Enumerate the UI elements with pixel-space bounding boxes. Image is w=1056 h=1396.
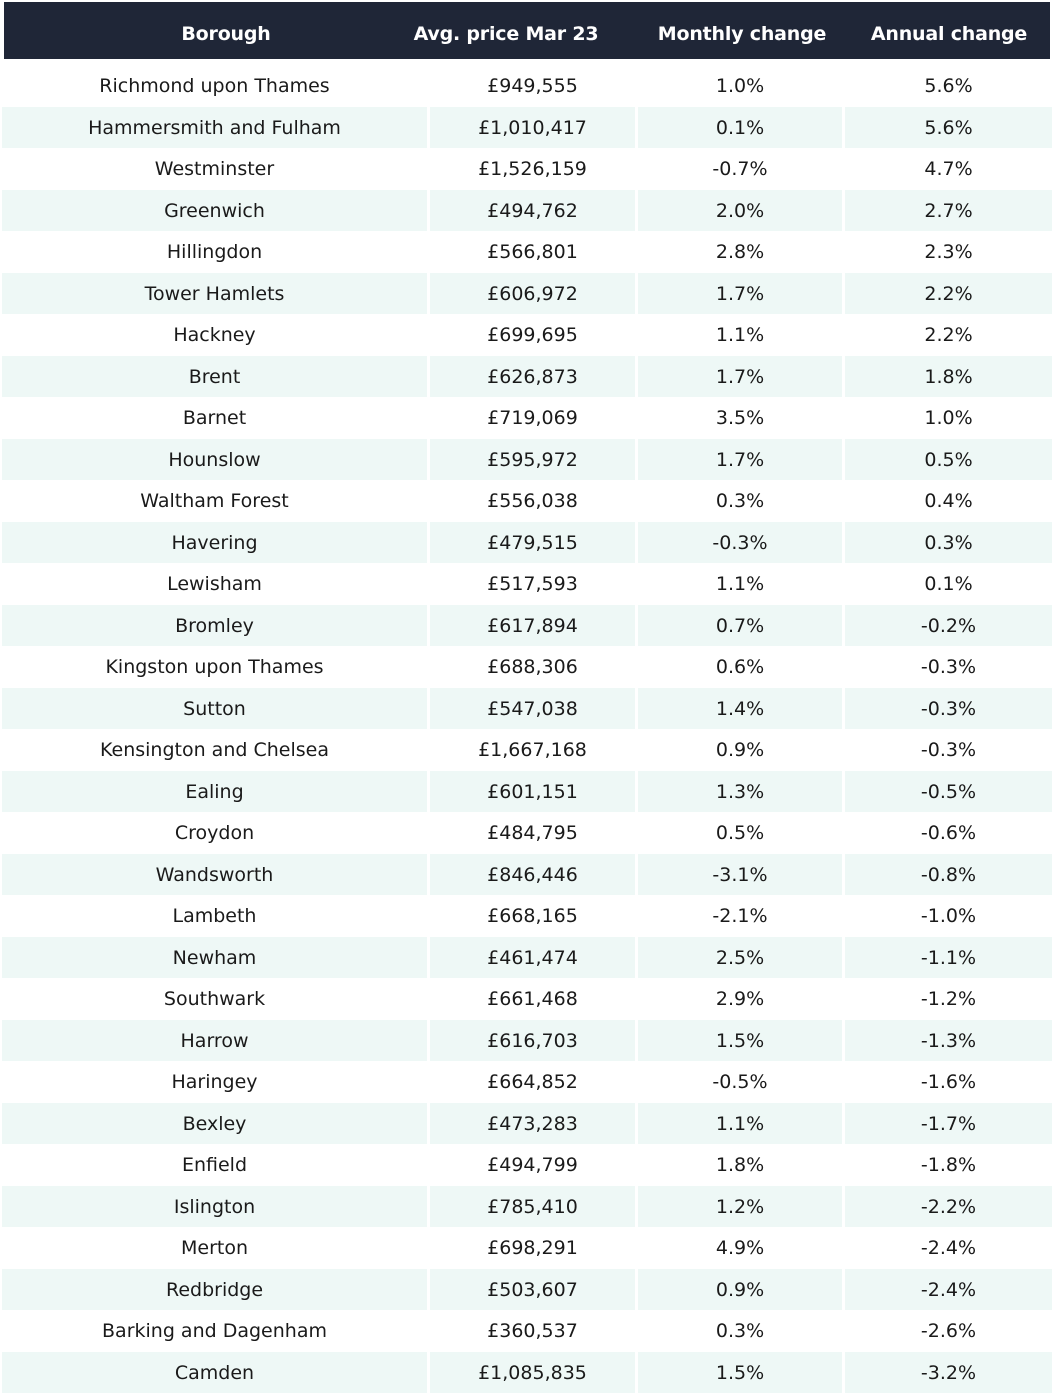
avg-price-cell: £668,165 [487, 905, 578, 927]
monthly-change-cell: 0.6% [715, 656, 765, 678]
annual-change-cell: 1.8% [845, 356, 1052, 398]
table-row [2, 1227, 1052, 1269]
borough-cell: Barking and Dagenham [102, 1320, 327, 1342]
avg-price-cell: £699,695 [487, 324, 578, 346]
borough-cell: Bromley [2, 605, 427, 647]
annual-change-cell: 2.2% [845, 273, 1052, 315]
avg-price-cell: £1,667,168 [478, 739, 587, 761]
table-row [2, 1310, 1052, 1352]
monthly-change-cell: 1.7% [638, 273, 842, 315]
monthly-change-cell: 1.4% [638, 688, 842, 730]
monthly-change-cell: 1.5% [638, 1352, 842, 1394]
borough-cell: Waltham Forest [140, 490, 289, 512]
borough-cell: Richmond upon Thames [99, 75, 330, 97]
monthly-change-cell: -3.1% [638, 854, 842, 896]
annual-change-cell: -0.3% [920, 739, 977, 761]
annual-change-cell: 2.3% [924, 241, 973, 263]
table-row [2, 854, 1052, 896]
header-monthly-change: Monthly change [657, 23, 827, 45]
table-row [2, 812, 1052, 854]
borough-cell: Enfield [181, 1154, 248, 1176]
avg-price-cell: £1,085,835 [430, 1352, 635, 1394]
borough-cell: Newham [2, 937, 427, 979]
table-body [2, 65, 1052, 1393]
avg-price-cell: £616,703 [430, 1020, 635, 1062]
table-row [2, 688, 1052, 730]
annual-change-cell: -1.7% [845, 1103, 1052, 1145]
annual-change-cell: -0.2% [845, 605, 1052, 647]
avg-price-cell: £461,474 [430, 937, 635, 979]
table-row [2, 397, 1052, 439]
borough-cell: Westminster [154, 158, 275, 180]
monthly-change-cell: 1.7% [638, 439, 842, 481]
avg-price-cell: £494,762 [430, 190, 635, 232]
monthly-change-cell: -0.5% [712, 1071, 768, 1093]
table-row [2, 148, 1052, 190]
monthly-change-cell: 0.7% [638, 605, 842, 647]
monthly-change-cell: 0.9% [715, 739, 765, 761]
annual-change-cell: -0.5% [845, 771, 1052, 813]
table-row [2, 65, 1052, 107]
annual-change-cell: -3.2% [845, 1352, 1052, 1394]
borough-cell: Lambeth [172, 905, 257, 927]
monthly-change-cell: 0.3% [715, 490, 765, 512]
monthly-change-cell: 1.1% [715, 324, 765, 346]
borough-cell: Islington [2, 1186, 427, 1228]
avg-price-cell: £617,894 [430, 605, 635, 647]
monthly-change-cell: 2.8% [715, 241, 765, 263]
monthly-change-cell: 1.7% [638, 356, 842, 398]
borough-cell: Ealing [2, 771, 427, 813]
monthly-change-cell: 1.1% [715, 573, 765, 595]
avg-price-cell: £556,038 [487, 490, 578, 512]
annual-change-cell: -1.2% [920, 988, 977, 1010]
annual-change-cell: 2.7% [845, 190, 1052, 232]
table-row [2, 646, 1052, 688]
avg-price-cell: £517,593 [487, 573, 578, 595]
avg-price-cell: £479,515 [430, 522, 635, 564]
monthly-change-cell: 2.5% [638, 937, 842, 979]
borough-cell: Greenwich [2, 190, 427, 232]
annual-change-cell: 0.3% [845, 522, 1052, 564]
avg-price-cell: £547,038 [430, 688, 635, 730]
table-row [2, 1352, 1052, 1394]
table-row [2, 1269, 1052, 1311]
header-borough: Borough [181, 23, 271, 45]
table-row [2, 107, 1052, 149]
borough-cell: Barnet [182, 407, 247, 429]
monthly-change-cell: 1.1% [638, 1103, 842, 1145]
table-row [2, 1103, 1052, 1145]
table-row [2, 522, 1052, 564]
annual-change-cell: 4.7% [924, 158, 973, 180]
avg-price-cell: £566,801 [487, 241, 578, 263]
borough-cell: Redbridge [2, 1269, 427, 1311]
monthly-change-cell: 0.3% [715, 1320, 765, 1342]
avg-price-cell: £698,291 [487, 1237, 578, 1259]
monthly-change-cell: 0.5% [715, 822, 765, 844]
table-row [2, 439, 1052, 481]
avg-price-cell: £626,873 [430, 356, 635, 398]
table-row [2, 895, 1052, 937]
table-row [2, 1186, 1052, 1228]
annual-change-cell: -1.1% [845, 937, 1052, 979]
annual-change-cell: -1.0% [920, 905, 977, 927]
annual-change-cell: -2.2% [845, 1186, 1052, 1228]
avg-price-cell: £1,010,417 [430, 107, 635, 149]
avg-price-cell: £688,306 [487, 656, 578, 678]
annual-change-cell: -0.3% [920, 656, 977, 678]
annual-change-cell: 0.1% [924, 573, 973, 595]
avg-price-cell: £661,468 [487, 988, 578, 1010]
avg-price-cell: £846,446 [430, 854, 635, 896]
table-row [2, 314, 1052, 356]
borough-cell: Croydon [174, 822, 255, 844]
table-row [2, 937, 1052, 979]
avg-price-cell: £664,852 [487, 1071, 578, 1093]
table-row [2, 978, 1052, 1020]
borough-cell: Hillingdon [166, 241, 263, 263]
table-row [2, 273, 1052, 315]
monthly-change-cell: 1.3% [638, 771, 842, 813]
monthly-change-cell: 1.0% [715, 75, 765, 97]
table-row [2, 231, 1052, 273]
borough-cell: Harrow [2, 1020, 427, 1062]
monthly-change-cell: 2.0% [638, 190, 842, 232]
monthly-change-cell: 1.2% [638, 1186, 842, 1228]
borough-cell: Hackney [173, 324, 256, 346]
monthly-change-cell: 1.8% [715, 1154, 765, 1176]
annual-change-cell: -0.3% [845, 688, 1052, 730]
annual-change-cell: 2.2% [924, 324, 973, 346]
avg-price-cell: £503,607 [430, 1269, 635, 1311]
avg-price-cell: £595,972 [430, 439, 635, 481]
borough-cell: Kingston upon Thames [105, 656, 324, 678]
annual-change-cell: -0.8% [845, 854, 1052, 896]
table-row [2, 729, 1052, 771]
avg-price-cell: £484,795 [487, 822, 578, 844]
borough-cell: Tower Hamlets [2, 273, 427, 315]
annual-change-cell: 5.6% [845, 107, 1052, 149]
table-header [4, 2, 1050, 59]
monthly-change-cell: -2.1% [712, 905, 768, 927]
monthly-change-cell: 1.5% [638, 1020, 842, 1062]
table-row [2, 1020, 1052, 1062]
table-row [2, 480, 1052, 522]
annual-change-cell: -1.8% [920, 1154, 977, 1176]
annual-change-cell: -1.6% [920, 1071, 977, 1093]
borough-cell: Hammersmith and Fulham [2, 107, 427, 149]
borough-cell: Havering [2, 522, 427, 564]
table-row [2, 605, 1052, 647]
annual-change-cell: 5.6% [924, 75, 973, 97]
monthly-change-cell: 0.9% [638, 1269, 842, 1311]
avg-price-cell: £494,799 [487, 1154, 578, 1176]
annual-change-cell: 0.5% [845, 439, 1052, 481]
table-row [2, 771, 1052, 813]
monthly-change-cell: 0.1% [638, 107, 842, 149]
header-annual-change: Annual change [870, 23, 1028, 45]
borough-cell: Hounslow [2, 439, 427, 481]
annual-change-cell: 0.4% [924, 490, 973, 512]
annual-change-cell: -2.4% [845, 1269, 1052, 1311]
avg-price-cell: £1,526,159 [478, 158, 587, 180]
monthly-change-cell: -0.3% [638, 522, 842, 564]
annual-change-cell: -1.3% [845, 1020, 1052, 1062]
table-row [2, 1144, 1052, 1186]
annual-change-cell: -2.4% [920, 1237, 977, 1259]
annual-change-cell: -0.6% [920, 822, 977, 844]
avg-price-cell: £606,972 [430, 273, 635, 315]
header-avg-price: Avg. price Mar 23 [413, 23, 599, 45]
borough-cell: Haringey [171, 1071, 258, 1093]
borough-cell: Brent [2, 356, 427, 398]
borough-cell: Kensington and Chelsea [100, 739, 329, 761]
monthly-change-cell: -0.7% [712, 158, 768, 180]
avg-price-cell: £785,410 [430, 1186, 635, 1228]
avg-price-cell: £601,151 [430, 771, 635, 813]
avg-price-cell: £473,283 [430, 1103, 635, 1145]
borough-cell: Southwark [163, 988, 266, 1010]
annual-change-cell: -2.6% [920, 1320, 977, 1342]
borough-cell: Sutton [2, 688, 427, 730]
table-row [2, 356, 1052, 398]
annual-change-cell: 1.0% [924, 407, 973, 429]
avg-price-cell: £360,537 [487, 1320, 578, 1342]
borough-cell: Bexley [2, 1103, 427, 1145]
avg-price-cell: £949,555 [487, 75, 578, 97]
monthly-change-cell: 2.9% [715, 988, 765, 1010]
table-row [2, 563, 1052, 605]
monthly-change-cell: 4.9% [715, 1237, 765, 1259]
borough-cell: Lewisham [167, 573, 262, 595]
table-row [2, 190, 1052, 232]
avg-price-cell: £719,069 [487, 407, 578, 429]
borough-cell: Wandsworth [2, 854, 427, 896]
monthly-change-cell: 3.5% [715, 407, 765, 429]
table-row [2, 1061, 1052, 1103]
borough-cell: Merton [180, 1237, 248, 1259]
borough-cell: Camden [2, 1352, 427, 1394]
